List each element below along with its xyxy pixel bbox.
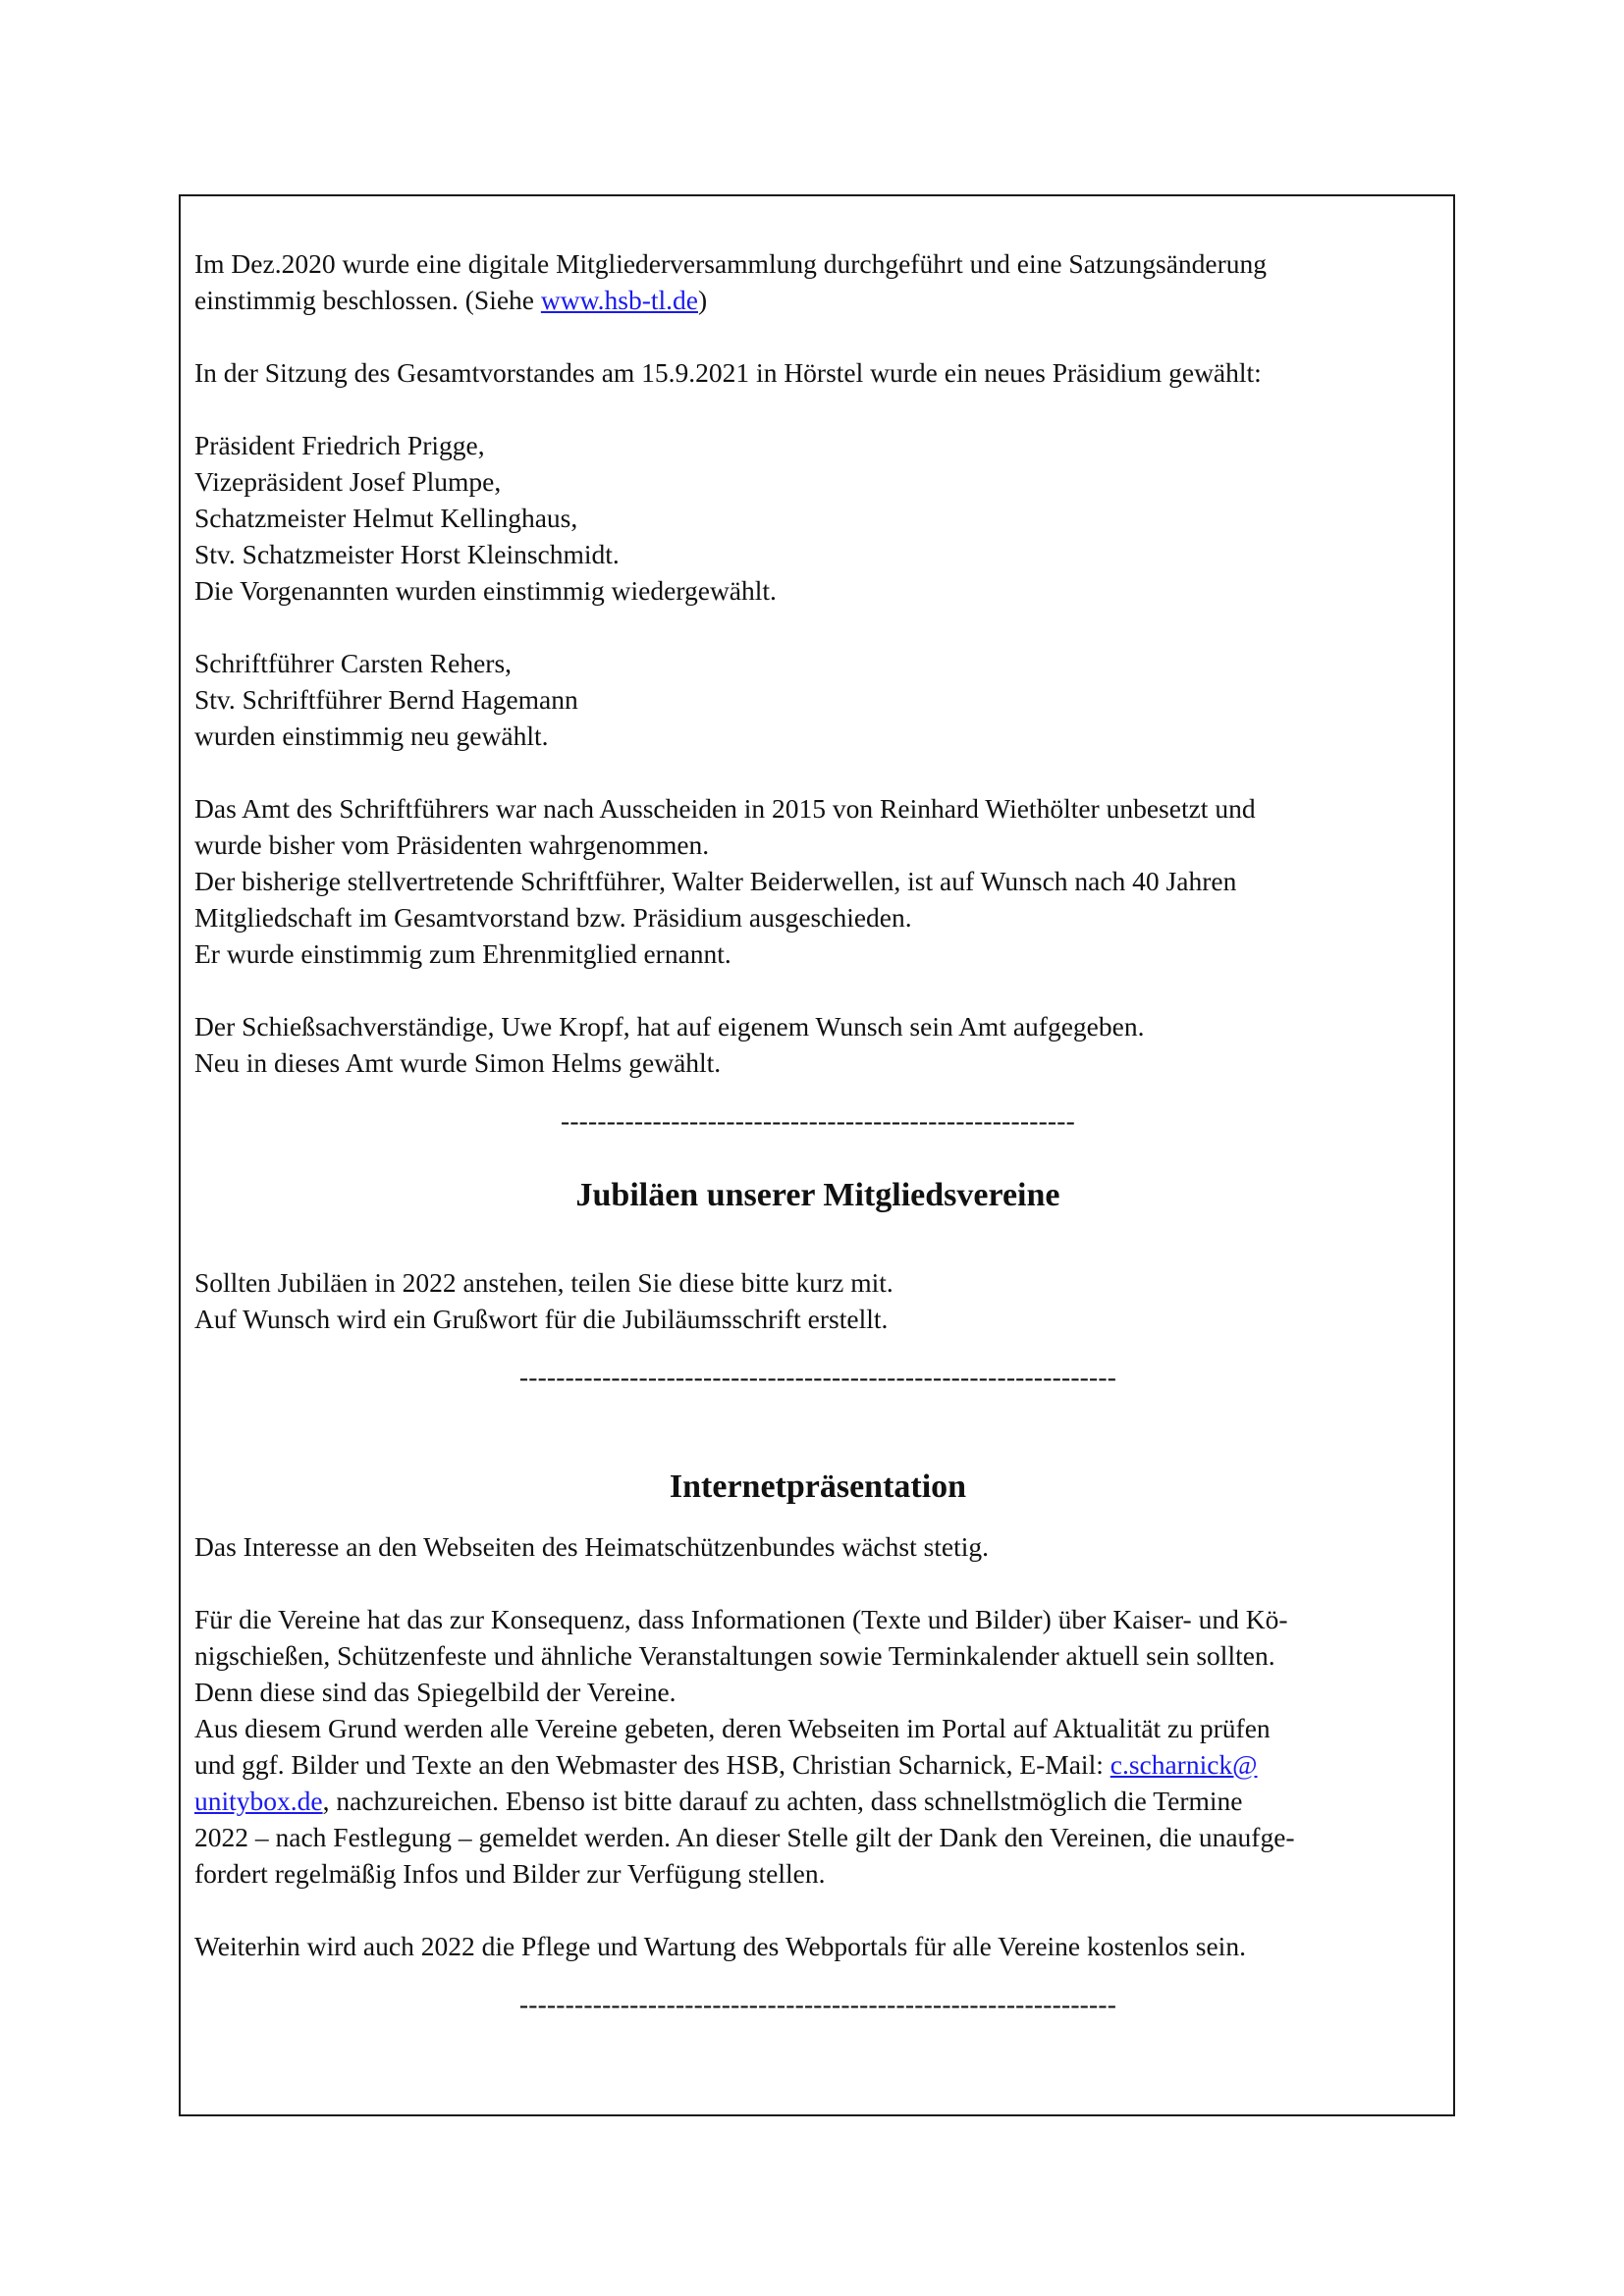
paragraph-jubilaeen (194, 1264, 1441, 1337)
text-line: Das Interesse an den Webseiten des Heimatschützenbundes wächst stetig. (194, 1531, 990, 1562)
separator-line: -------------------------------------------------------- (560, 1105, 1076, 1136)
website-link[interactable]: www.hsb-tl.de (540, 285, 699, 315)
text-fragment: und ggf. Bilder und Texte an den Webmaster des HSB, Christian Scharnick, E-Mail: (194, 1749, 1110, 1780)
paragraph-internet-intro (194, 1528, 1441, 1565)
paragraph-internet-body (194, 1601, 1441, 1892)
text-fragment: einstimmig beschlossen. (Siehe (194, 285, 541, 315)
text-line: 2022 – nach Festlegung – gemeldet werden. An dieser Stelle gilt der Dank den Vereinen, die unaufge- (194, 1822, 1295, 1852)
text-line: Die Vorgenannten wurden einstimmig wiedergewählt. (194, 575, 777, 606)
email-link-part1[interactable]: c.scharnick@ (1110, 1749, 1258, 1780)
separator-line: ----------------------------------------------------------------- (518, 1989, 1117, 2019)
text-fragment: ) (698, 285, 708, 315)
text-line: Er wurde einstimmig zum Ehrenmitglied ernannt. (194, 938, 731, 969)
text-line (194, 1783, 1441, 1819)
text-line: Neu in dieses Amt wurde Simon Helms gewählt. (194, 1047, 722, 1078)
paragraph-internet-closing (194, 1928, 1441, 1964)
text-line: In der Sitzung des Gesamtvorstandes am 15.9.2021 in Hörstel wurde ein neues Präsidium gewählt: (194, 357, 1262, 388)
text-line: Für die Vereine hat das zur Konsequenz, dass Informationen (Texte und Bilder) über Kaiser- und Kö- (194, 1604, 1288, 1634)
paragraph-new-secretaries (194, 645, 1441, 754)
text-line: fordert regelmäßig Infos und Bilder zur Verfügung stellen. (194, 1858, 826, 1889)
text-line: Der Schießsachverständige, Uwe Kropf, hat auf eigenem Wunsch sein Amt aufgegeben. (194, 1011, 1145, 1041)
text-line: Der bisherige stellvertretende Schriftführer, Walter Beiderwellen, ist auf Wunsch nach 40 Jahren (194, 866, 1237, 896)
paragraph-board-meeting (194, 354, 1441, 391)
text-line (194, 1746, 1441, 1783)
text-line: wurden einstimmig neu gewählt. (194, 721, 549, 751)
text-line: Präsident Friedrich Prigge, (194, 430, 485, 460)
text-line: Schriftführer Carsten Rehers, (194, 648, 513, 678)
text-line: Stv. Schatzmeister Horst Kleinschmidt. (194, 539, 620, 569)
text-fragment: , nachzureichen. Ebenso ist bitte darauf zu achten, dass schnellstmöglich die Termine (322, 1786, 1243, 1816)
text-line: Das Amt des Schriftführers war nach Ausscheiden in 2015 von Reinhard Wiethölter unbesetzt und (194, 793, 1256, 824)
paragraph-shooting-expert (194, 1008, 1441, 1081)
text-line: Sollten Jubiläen in 2022 anstehen, teilen Sie diese bitte kurz mit. (194, 1267, 893, 1298)
paragraph-meeting-2020 (194, 245, 1441, 318)
email-link-part2[interactable]: unitybox.de (194, 1786, 323, 1816)
paragraph-secretary-office (194, 790, 1441, 972)
section-heading-internet: Internetpräsentation (669, 1468, 967, 1505)
text-line: Vizepräsident Josef Plumpe, (194, 466, 502, 497)
text-line: Schatzmeister Helmut Kellinghaus, (194, 503, 578, 533)
text-line: Stv. Schriftführer Bernd Hagemann (194, 684, 578, 715)
text-line: nigschießen, Schützenfeste und ähnliche Veranstaltungen sowie Terminkalender aktuell sein sollten. (194, 1640, 1275, 1671)
text-line: wurde bisher vom Präsidenten wahrgenommen. (194, 829, 710, 860)
text-line (194, 282, 1441, 318)
text-line: Mitgliedschaft im Gesamtvorstand bzw. Präsidium ausgeschieden. (194, 902, 912, 933)
text-line: Weiterhin wird auch 2022 die Pflege und Wartung des Webportals für alle Vereine kostenlos sein. (194, 1931, 1246, 1961)
text-line: Im Dez.2020 wurde eine digitale Mitgliederversammlung durchgeführt und eine Satzungsänderung (194, 248, 1268, 279)
document-content (194, 245, 1441, 2022)
paragraph-reelected-officers (194, 427, 1441, 609)
text-line: Auf Wunsch wird ein Grußwort für die Jubiläumsschrift erstellt. (194, 1304, 889, 1334)
text-line: Denn diese sind das Spiegelbild der Vereine. (194, 1677, 677, 1707)
section-heading-jubilaeen: Jubiläen unserer Mitgliedsvereine (575, 1177, 1060, 1213)
text-line: Aus diesem Grund werden alle Vereine gebeten, deren Webseiten im Portal auf Aktualität zu prüfen (194, 1713, 1271, 1743)
separator-line: ----------------------------------------------------------------- (518, 1362, 1117, 1392)
